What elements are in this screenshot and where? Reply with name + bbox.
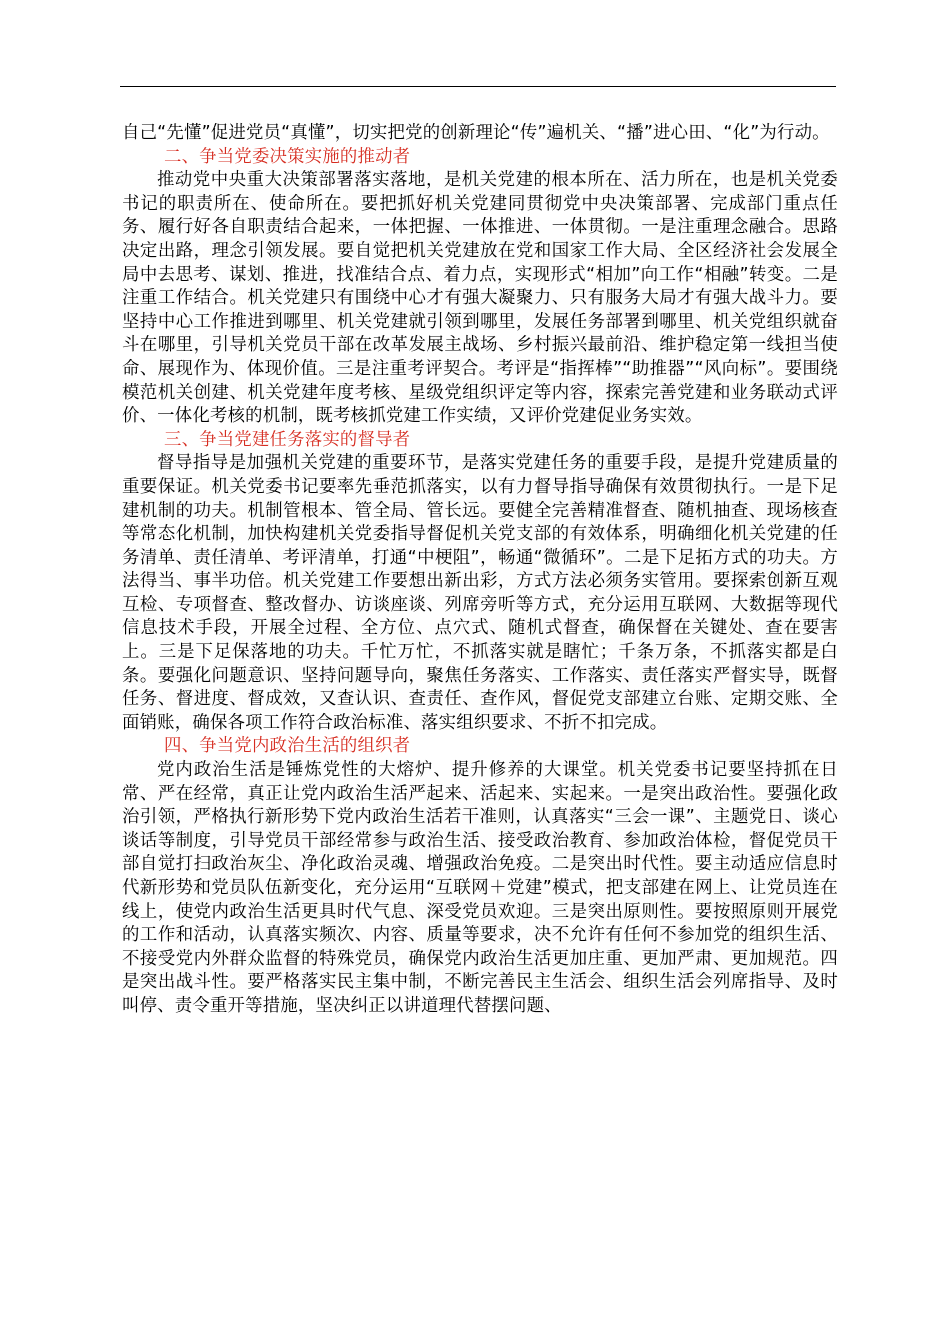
document-body xyxy=(122,122,838,1019)
intro-paragraph: 自己“先懂”促进党员“真懂”，切实把党的创新理论“传”遍机关、“播”进心田、“化”为行动。 xyxy=(122,123,830,143)
section-2-paragraph: 推动党中央重大决策部署落实落地，是机关党建的根本所在、活力所在，也是机关党委书记的职责所在、使命所在。要把抓好机关党建同贯彻党中央决策部署、完成部门重点任务、履行好各自职责结合起来，一体把握、一体推进、一体贯彻。一是注重理念融合。思路决定出路，理念引领发展。要自觉把机关党建放在党和国家工作大局、全区经济社会发展全局中去思考、谋划、推进，找准结合点、着力点，实现形式“相加”向工作“相融”转变。二是注重工作结合。机关党建只有围绕中心才有强大凝聚力、只有服务大局才有强大战斗力。要坚持中心工作推进到哪里、机关党建就引领到哪里，发展任务部署到哪里、机关党组织就奋斗在哪里，引导机关党员干部在改革发展主战场、乡村振兴最前沿、维护稳定第一线担当使命、展现作为、体现价值。三是注重考评契合。考评是“指挥棒”“助推器”“风向标”。要围绕模范机关创建、机关党建年度考核、星级党组织评定等内容，探索完善党建和业务联动式评价、一体化考核的机制，既考核抓党建工作实绩，又评价党建促业务实效。 xyxy=(122,170,838,427)
section-4-paragraph: 党内政治生活是锤炼党性的大熔炉、提升修养的大课堂。机关党委书记要坚持抓在日常、严在经常，真正让党内政治生活严起来、活起来、实起来。一是突出政治性。要强化政治引领，严格执行新形势下党内政治生活若干准则，认真落实“三会一课”、主题党日、谈心谈话等制度，引导党员干部经常参与政治生活、接受政治教育、参加政治体检，督促党员干部自觉打扫政治灰尘、净化政治灵魂、增强政治免疫。二是突出时代性。要主动适应信息时代新形势和党员队伍新变化，充分运用“互联网＋党建”模式，把支部建在网上、让党员连在线上，使党内政治生活更具时代气息、深受党员欢迎。三是突出原则性。要按照原则开展党的工作和活动，认真落实频次、内容、质量等要求，决不允许有任何不参加党的组织生活、不接受党内外群众监督的特殊党员，确保党内政治生活更加庄重、更加严肃、更加规范。四是突出战斗性。要严格落实民主集中制，不断完善民主生活会、组织生活会列席指导、及时叫停、责令重开等措施，坚决纠正以讲道理代替摆问题、 xyxy=(122,760,838,1016)
section-heading-3: 三、争当党建任务落实的督导者 xyxy=(164,429,411,450)
section-heading-2: 二、争当党委决策实施的推动者 xyxy=(164,146,411,167)
header-rule xyxy=(120,86,836,87)
section-3-paragraph: 督导指导是加强机关党建的重要环节，是落实党建任务的重要手段，是提升党建质量的重要保证。机关党委书记要率先垂范抓落实，以有力督导指导确保有效贯彻执行。一是下足建机制的功夫。机制管根本、管全局、管长远。要健全完善精准督查、随机抽查、现场核查等常态化机制，加快构建机关党委指导督促机关党支部的有效体系，明确细化机关党建的任务清单、责任清单、考评清单，打通“中梗阻”，畅通“微循环”。二是下足拓方式的功夫。方法得当、事半功倍。机关党建工作要想出新出彩，方式方法必须务实管用。要探索创新互观互检、专项督查、整改督办、访谈座谈、列席旁听等方式，充分运用互联网、大数据等现代信息技术手段，开展全过程、全方位、点穴式、随机式督查，确保督在关键处、查在要害上。三是下足保落地的功夫。千忙万忙，不抓落实就是瞎忙；千条万条，不抓落实都是白条。要强化问题意识、坚持问题导向，聚焦任务落实、工作落实、责任落实严督实导，既督任务、督进度、督成效，又查认识、查责任、查作风，督促党支部建立台账、定期交账、全面销账，确保各项工作符合政治标准、落实组织要求、不折不扣完成。 xyxy=(122,453,838,733)
section-heading-4: 四、争当党内政治生活的组织者 xyxy=(164,736,411,757)
